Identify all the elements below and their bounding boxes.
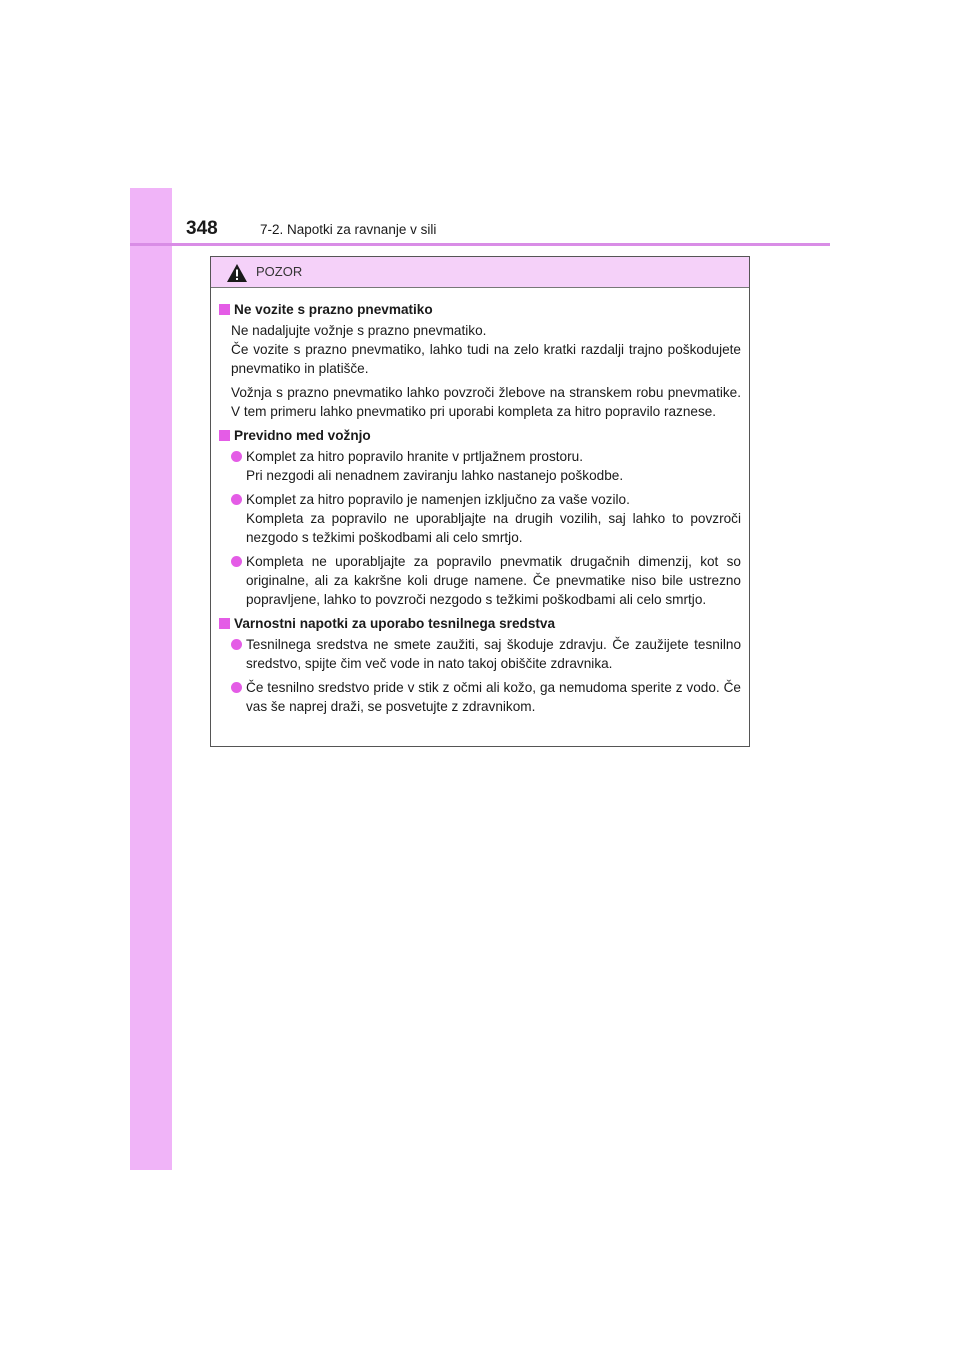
warning-body (211, 288, 749, 716)
section-driving-caution (219, 426, 741, 609)
circle-bullet-icon (231, 682, 242, 693)
warning-header (211, 257, 749, 288)
section-sealant-safety (219, 614, 741, 716)
circle-bullet-icon (231, 494, 242, 505)
square-bullet-icon (219, 304, 230, 315)
page-header (130, 188, 830, 246)
page-number: 348 (186, 218, 218, 239)
list-item (231, 552, 741, 609)
section-title (219, 300, 741, 319)
section-title (219, 614, 741, 633)
square-bullet-icon (219, 618, 230, 629)
chapter-sidebar-tab (130, 188, 172, 1170)
circle-bullet-icon (231, 556, 242, 567)
paragraph: Vožnja s prazno pnevmatiko lahko povzroči žlebove na stranskem robu pnevmatike. V tem primeru lahko pnevmatiko pri uporabi kompleta za hitro popravilo raznese. (231, 385, 741, 419)
section-flat-tire (219, 300, 741, 421)
list-item-text: Komplet za hitro popravilo je namenjen izključno za vaše vozilo. Kompleta za popravilo ne uporabljajte na drugih vozilih, saj lahko to povzroči nezgodo s težkimi poškodbami ali celo smrtjo. (246, 492, 741, 545)
warning-label: POZOR (256, 264, 303, 279)
list-item-text: Kompleta ne uporabljajte za popravilo pnevmatik drugačnih dimenzij, kot so originalne, ali za kakršne koli druge namene. Če pnevmatike niso bile ustrezno popravljene, lahko to povzroči nezgodo s težkimi poškodbami ali celo smrtjo. (246, 554, 741, 607)
paragraph: Ne nadaljujte vožnje s prazno pnevmatiko. Če vozite s prazno pnevmatiko, lahko tudi na zelo kratki razdalji trajno poškodujete pnevmatiko in platišče. (231, 323, 741, 376)
list-item-text: Tesnilnega sredstva ne smete zaužiti, saj škoduje zdravju. Če zaužijete tesnilno sredstvo, spijte čim več vode in nato takoj obiščite zdravnika. (246, 637, 741, 671)
list-item (231, 490, 741, 547)
section-title-text: Varnostni napotki za uporabo tesnilnega sredstva (234, 616, 556, 631)
header-rule (130, 243, 830, 246)
section-title-text: Ne vozite s prazno pnevmatiko (234, 302, 433, 317)
warning-triangle-icon (226, 263, 248, 283)
square-bullet-icon (219, 430, 230, 441)
warning-box (210, 256, 750, 747)
section-title-text: Previdno med vožnjo (234, 428, 371, 443)
list-item-text: Če tesnilno sredstvo pride v stik z očmi ali kožo, ga nemudoma sperite z vodo. Če vas še naprej draži, se posvetujte z zdravnikom. (246, 680, 741, 714)
chapter-title: 7-2. Napotki za ravnanje v sili (260, 222, 437, 237)
section-title (219, 426, 741, 445)
list-item (231, 635, 741, 673)
circle-bullet-icon (231, 639, 242, 650)
list-item (231, 447, 741, 485)
list-item (231, 678, 741, 716)
circle-bullet-icon (231, 451, 242, 462)
list-item-text: Komplet za hitro popravilo hranite v prtljažnem prostoru. Pri nezgodi ali nenadnem zaviranju lahko nastanejo poškodbe. (246, 449, 624, 483)
